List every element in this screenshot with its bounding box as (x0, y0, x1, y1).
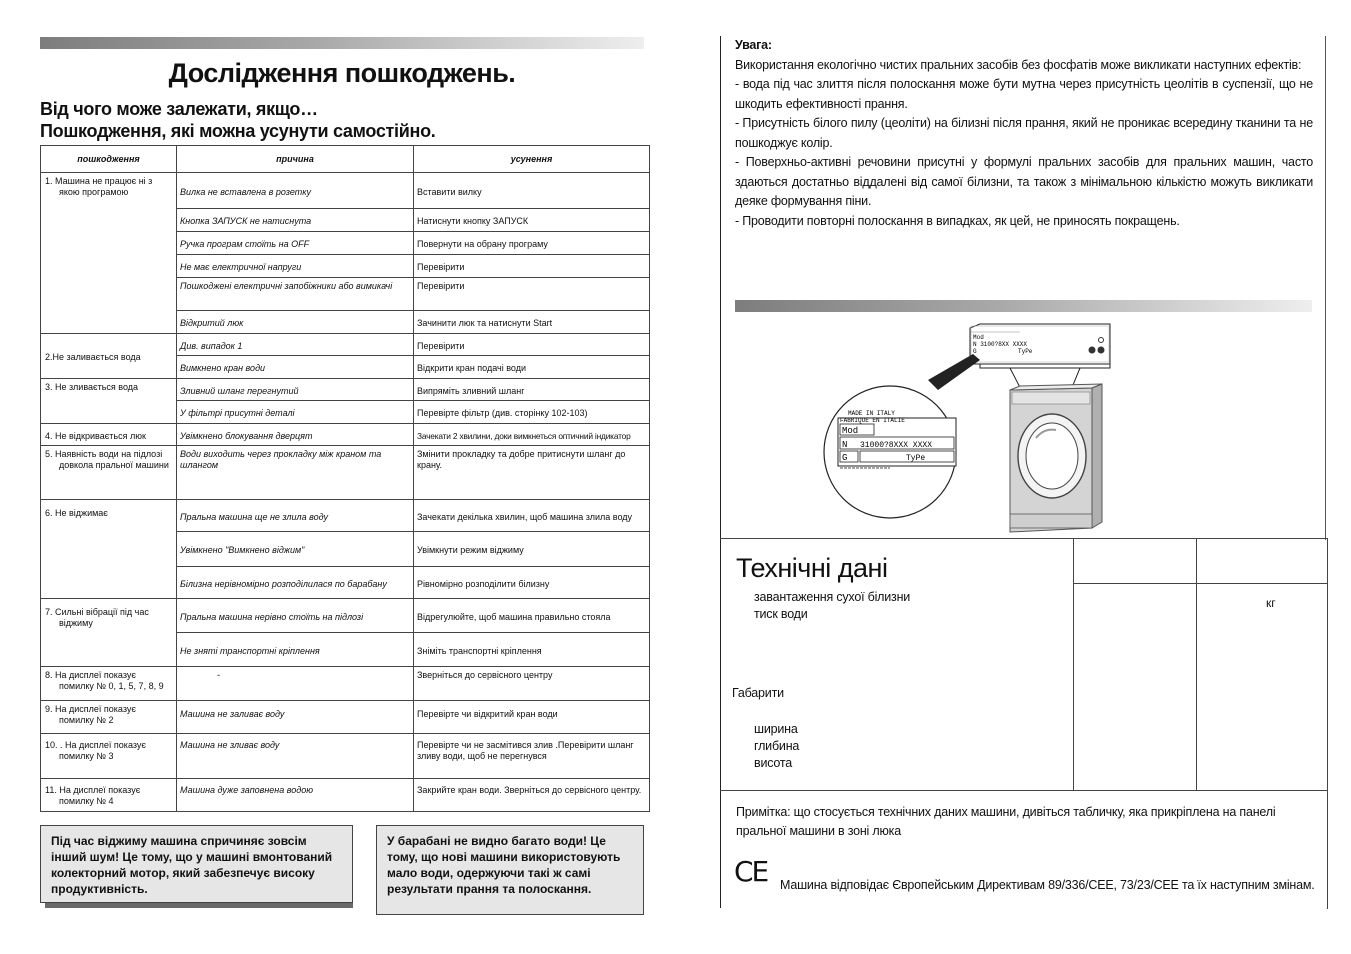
warning-paragraph: Використання екологічно чистих пральних засобів без фосфатів може викликати наступних ефектів: (735, 57, 1302, 72)
plate-fabrique: FABRIQUE EN ITALIE (840, 417, 905, 424)
cause-cell: Не зняті транспортні кріплення (177, 633, 414, 667)
washing-machine-illustration (820, 318, 1120, 536)
problem-cell: 4. Не відкривається люк (41, 424, 177, 446)
ce-mark-icon: CE (734, 855, 768, 888)
tech-height-label: висота (754, 756, 793, 770)
warning-paragraph: - Поверхньо-активні речовини присутні у формулі пральних засобів для пральних машин, часто здаються достатньо віддалені від самої білизни, та також з мінімальною кількістю можуть викликати деяке формування піни. (735, 155, 1313, 208)
problem-cell: 2.Не заливається вода (41, 334, 177, 379)
fix-cell: Зачекати 2 хвилини, доки вимкнеться оптичний індикатор (414, 424, 650, 446)
tech-unit-kg: кг (1266, 596, 1276, 610)
table-row (41, 446, 650, 500)
cause-cell: Увімкнено "Вимкнено віджим" (177, 532, 414, 567)
table-row (41, 173, 650, 209)
fix-cell: Зачекати декілька хвилин, щоб машина злила воду (414, 500, 650, 532)
tech-width-label: ширина (754, 722, 798, 736)
cause-cell: Машина не зливає воду (177, 734, 414, 779)
problem-cell: 8. На дисплеї показує помилку № 0, 1, 5, 7, 8, 9 (41, 667, 177, 701)
fix-cell: Рівномірно розподілити білизну (414, 567, 650, 599)
problem-cell: 3. Не зливається вода (41, 379, 177, 424)
tech-column-line (1073, 539, 1074, 791)
small-plate-n: N 3100?8XX XXXX (973, 341, 1028, 348)
warning-paragraph: - вода під час злиття після полоскання може бути мутна через присутність цеолітів в суспензії, що не шкодить ефективності прання. (735, 77, 1313, 111)
tech-load-label: завантаження сухої білизни (754, 590, 911, 604)
fix-cell: Перевірте фільтр (див. сторінку 102-103) (414, 401, 650, 424)
remark-section (720, 790, 1328, 909)
small-plate-mod: Mod (973, 334, 984, 341)
page-title: Дослідження пошкоджень. (168, 58, 516, 88)
subtitle-line-2: Пошкодження, які можна усунути самостійно. (40, 121, 436, 141)
cause-cell: Машина не заливає воду (177, 701, 414, 734)
fix-cell: Перевірте чи не засмітився злив .Перевірити шланг зливу води, щоб не перегнувся (414, 734, 650, 779)
cause-cell: Пральна машина нерівно стоїть на підлозі (177, 599, 414, 633)
problem-cell: 10. . На дисплеї показує помилку № 3 (41, 734, 177, 779)
plate-type: TyPe (906, 454, 926, 463)
fix-cell: Відрегулюйте, щоб машина правильно стояла (414, 599, 650, 633)
right-section-bar (735, 300, 1312, 312)
subtitle-line-1: Від чого може залежати, якщо… (40, 99, 318, 119)
magnified-plate (824, 386, 956, 518)
table-row (41, 500, 650, 532)
fix-cell: Випряміть зливний шланг (414, 379, 650, 401)
left-header-bar (40, 37, 644, 49)
cause-cell: Машина дуже заповнена водою (177, 779, 414, 812)
table-row (41, 667, 650, 701)
table-row (41, 701, 650, 734)
fix-cell: Відкрити кран подачі води (414, 356, 650, 379)
note-box-spin-noise: Під час віджиму машина спричиняє зовсім інший шум! Це тому, що у машині вмонтований колекторний мотор, який забезпечує високу продуктивність. (40, 825, 353, 903)
right-border (1325, 36, 1326, 540)
subtitle (40, 98, 644, 142)
problem-cell: 11. На дисплеї показує помилку № 4 (41, 779, 177, 812)
problem-cell: 9. На дисплеї показує помилку № 2 (41, 701, 177, 734)
table-header-row (41, 146, 650, 173)
header-cause: причина (177, 146, 414, 173)
table-row (41, 334, 650, 356)
problem-cell: 7. Сильні вібрації під час віджиму (41, 599, 177, 667)
plate-made-in: MADE IN ITALY (848, 410, 895, 417)
cause-cell: Кнопка ЗАПУСК не натиснута (177, 209, 414, 232)
cause-cell: Пошкоджені електричні запобіжники або вимикачі (177, 278, 414, 311)
cause-cell: Вимкнено кран води (177, 356, 414, 379)
cause-cell: Ручка програм стоїть на OFF (177, 232, 414, 255)
fix-cell: Увімкнути режим віджиму (414, 532, 650, 567)
problem-cell: 6. Не віджимає (41, 500, 177, 599)
fix-cell: Закрийте кран води. Зверніться до сервісного центру. (414, 779, 650, 812)
fix-cell: Перевірити (414, 278, 650, 311)
cause-cell: Не має електричної напруги (177, 255, 414, 278)
warning-symbol-icon (1089, 347, 1096, 354)
plate-mod: Mod (842, 426, 859, 436)
warning-section (735, 36, 1313, 231)
bin-symbol-icon (1098, 347, 1105, 354)
pointer-arrow (928, 354, 980, 390)
warning-title: Увага: (735, 38, 772, 52)
conformity-text: Машина відповідає Європейським Директивам 89/336/CEE, 73/23/CEE та їх наступним змінам. (780, 878, 1315, 892)
fix-cell: Зачинити люк та натиснути Start (414, 311, 650, 334)
fix-cell: Повернути на обрану програму (414, 232, 650, 255)
tech-depth-label: глибина (754, 739, 800, 753)
table-row (41, 734, 650, 779)
cause-cell: - (177, 667, 414, 701)
cause-cell: Білизна нерівномірно розподілилася по барабану (177, 567, 414, 599)
fix-cell: Перевірити (414, 255, 650, 278)
fix-cell: Зніміть транспортні кріплення (414, 633, 650, 667)
rating-plate-small (970, 324, 1110, 364)
cause-cell: Увімкнено блокування дверцят (177, 424, 414, 446)
plate-n-value: 31000?8XXX XXXX (860, 441, 933, 450)
table-row (41, 424, 650, 446)
small-plate-g: G (973, 348, 977, 355)
fix-cell: Натиснути кнопку ЗАПУСК (414, 209, 650, 232)
cause-cell: Див. випадок 1 (177, 334, 414, 356)
cause-cell: Відкритий люк (177, 311, 414, 334)
tech-row-line (1073, 583, 1327, 584)
header-fix: усунення (414, 146, 650, 173)
cause-cell: Зливний шланг перегнутий (177, 379, 414, 401)
tech-title: Технічні дані (736, 553, 888, 583)
tech-column-line (1196, 539, 1197, 791)
table-row (41, 599, 650, 633)
tech-data-section (720, 538, 1328, 791)
problem-cell: 1. Машина не працює ні з якою програмою (41, 173, 177, 334)
fix-cell: Змінити прокладку та добре притиснути шланг до крану. (414, 446, 650, 500)
washing-machine (1010, 384, 1102, 532)
fix-cell: Зверніться до сервісного центру (414, 667, 650, 701)
problem-cell: 5. Наявність води на підлозі довкола пральної машини (41, 446, 177, 500)
warning-paragraph: - Проводити повторні полоскання в випадках, як цей, не приносять покращень. (735, 213, 1180, 228)
fix-cell: Перевірте чи відкритий кран води (414, 701, 650, 734)
warning-paragraph: - Присутність білого пилу (цеоліти) на білизні після прання, який не проникає всередину тканини та не пошкоджує колір. (735, 116, 1313, 150)
cause-cell: У фільтрі присутні деталі (177, 401, 414, 424)
fix-cell: Вставити вилку (414, 173, 650, 209)
remark-text: Примітка: що стосується технічних даних машини, дивіться табличку, яка прикріплена на панелі пральної машини в зоні люка (736, 805, 1276, 838)
cause-cell: Води виходить через прокладку між краном та шлангом (177, 446, 414, 500)
tech-dimensions-label: Габарити (732, 686, 784, 700)
plate-n-label: N (842, 440, 848, 450)
fix-cell: Перевірити (414, 334, 650, 356)
table-row (41, 379, 650, 401)
header-problem: пошкодження (41, 146, 177, 173)
plate-g-label: G (842, 453, 848, 463)
tech-pressure-label: тиск води (754, 607, 808, 621)
cause-cell: Пральна машина ще не злила воду (177, 500, 414, 532)
cause-cell: Вилка не вставлена в розетку (177, 173, 414, 209)
table-row (41, 779, 650, 812)
small-plate-type: TyPe (1018, 348, 1033, 355)
note-box-water-level: У барабані не видно багато води! Це тому, що нові машини використовують мало води, одержуючи такі ж самі результати прання та полоскання. (376, 825, 644, 915)
troubleshooting-table (40, 145, 650, 812)
